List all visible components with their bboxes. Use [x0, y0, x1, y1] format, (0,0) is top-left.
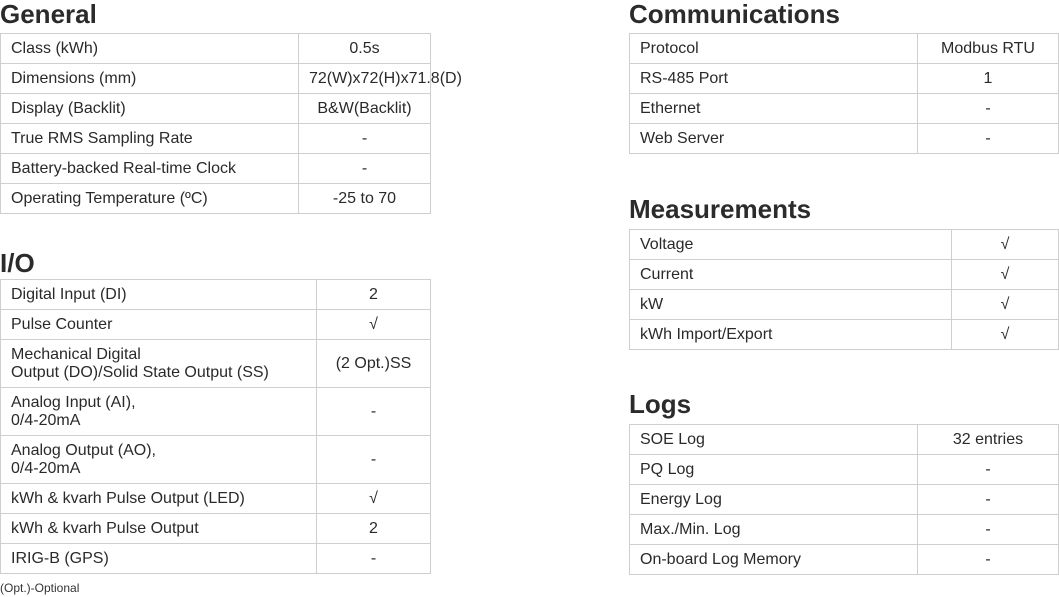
communications-row-label: Ethernet [630, 94, 918, 124]
io-row [1, 484, 431, 514]
communications-row [630, 124, 1059, 154]
io-row-label: Analog Output (AO), 0/4-20mA [1, 436, 317, 484]
communications-row [630, 64, 1059, 94]
communications-row-value: - [918, 124, 1059, 154]
measurements-table [629, 229, 1059, 350]
io-row-value: √ [317, 310, 431, 340]
general-row-value: 0.5s [299, 34, 431, 64]
io-row-value: - [317, 544, 431, 574]
measurements-row [630, 260, 1059, 290]
io-row [1, 310, 431, 340]
communications-row-label: Protocol [630, 34, 918, 64]
logs-row-label: Energy Log [630, 485, 918, 515]
logs-row-value: - [918, 515, 1059, 545]
io-table [0, 279, 431, 574]
general-row [1, 154, 431, 184]
general-row-value: 72(W)x72(H)x71.8(D) [299, 64, 431, 94]
measurements-row-value: √ [952, 320, 1059, 350]
io-row-value: (2 Opt.)SS [317, 340, 431, 388]
general-row-value: - [299, 124, 431, 154]
general-row [1, 64, 431, 94]
logs-row-label: On-board Log Memory [630, 545, 918, 575]
communications-table [629, 33, 1059, 154]
io-row-value: 2 [317, 280, 431, 310]
measurements-section-title: Measurements [629, 194, 812, 224]
logs-row [630, 515, 1059, 545]
communications-row-label: Web Server [630, 124, 918, 154]
communications-row-value: - [918, 94, 1059, 124]
io-section-title: I/O [0, 248, 35, 278]
io-row [1, 514, 431, 544]
measurements-row-value: √ [952, 260, 1059, 290]
logs-row-label: SOE Log [630, 425, 918, 455]
communications-row-value: Modbus RTU [918, 34, 1059, 64]
io-row [1, 280, 431, 310]
general-row-label: Battery-backed Real-time Clock [1, 154, 299, 184]
general-section-title: General [0, 0, 97, 29]
logs-row-value: - [918, 455, 1059, 485]
io-row-label: kWh & kvarh Pulse Output [1, 514, 317, 544]
io-row-value: - [317, 388, 431, 436]
communications-row-value: 1 [918, 64, 1059, 94]
general-row-label: Class (kWh) [1, 34, 299, 64]
logs-row-value: - [918, 485, 1059, 515]
general-row [1, 124, 431, 154]
io-row-value: - [317, 436, 431, 484]
io-row-label: Pulse Counter [1, 310, 317, 340]
measurements-row [630, 290, 1059, 320]
logs-row [630, 425, 1059, 455]
general-row-value: B&W(Backlit) [299, 94, 431, 124]
io-row-label: IRIG-B (GPS) [1, 544, 317, 574]
general-row-value: -25 to 70 [299, 184, 431, 214]
general-row-label: Display (Backlit) [1, 94, 299, 124]
measurements-row-label: kWh Import/Export [630, 320, 952, 350]
general-row-label: Operating Temperature (ºC) [1, 184, 299, 214]
io-row [1, 436, 431, 484]
logs-row-label: PQ Log [630, 455, 918, 485]
general-row-value: - [299, 154, 431, 184]
io-row-label: Analog Input (AI), 0/4-20mA [1, 388, 317, 436]
measurements-row-label: Current [630, 260, 952, 290]
general-row-label: True RMS Sampling Rate [1, 124, 299, 154]
communications-row-label: RS-485 Port [630, 64, 918, 94]
measurements-row-value: √ [952, 230, 1059, 260]
logs-section-title: Logs [629, 389, 692, 419]
io-row-value: √ [317, 484, 431, 514]
measurements-row-label: kW [630, 290, 952, 320]
logs-row [630, 455, 1059, 485]
general-table [0, 33, 462, 214]
io-row-label: Mechanical Digital Output (DO)/Solid State Output (SS) [1, 340, 317, 388]
logs-row-value: 32 entries [918, 425, 1059, 455]
measurements-row [630, 230, 1059, 260]
io-row [1, 340, 431, 388]
general-row-label: Dimensions (mm) [1, 64, 299, 94]
general-row [1, 34, 431, 64]
measurements-row-value: √ [952, 290, 1059, 320]
logs-table [629, 424, 1059, 575]
optional-footnote: (Opt.)-Optional [0, 581, 80, 595]
general-row [1, 184, 431, 214]
communications-row [630, 94, 1059, 124]
logs-row [630, 545, 1059, 575]
io-row-value: 2 [317, 514, 431, 544]
io-row [1, 544, 431, 574]
io-row-label: kWh & kvarh Pulse Output (LED) [1, 484, 317, 514]
io-row-label: Digital Input (DI) [1, 280, 317, 310]
general-row [1, 94, 431, 124]
measurements-row [630, 320, 1059, 350]
measurements-row-label: Voltage [630, 230, 952, 260]
logs-row [630, 485, 1059, 515]
logs-row-label: Max./Min. Log [630, 515, 918, 545]
logs-row-value: - [918, 545, 1059, 575]
communications-section-title: Communications [629, 0, 840, 29]
io-row [1, 388, 431, 436]
communications-row [630, 34, 1059, 64]
